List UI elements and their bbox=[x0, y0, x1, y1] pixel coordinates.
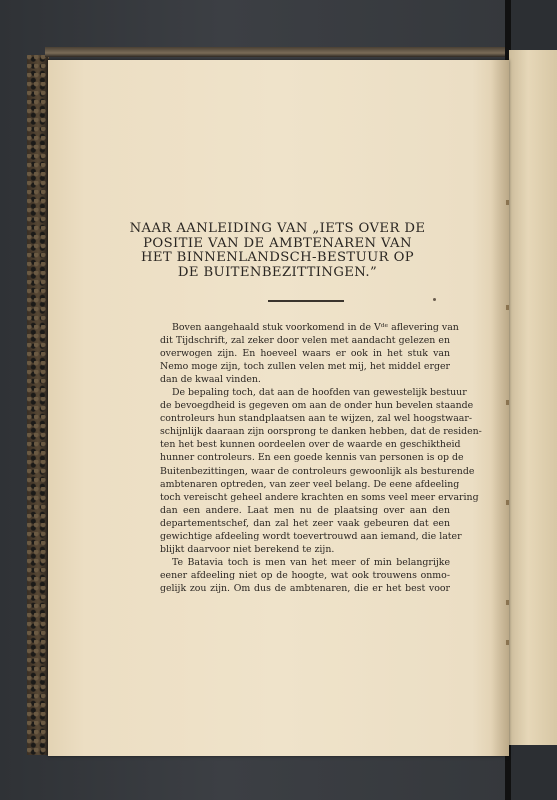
body-line: dan de kwaal vinden. bbox=[160, 374, 261, 386]
body-line: dan een andere. Laat men nu de plaatsing over aan den bbox=[160, 504, 450, 516]
gutter-shadow bbox=[491, 60, 509, 756]
body-line: ten het best kunnen oordeelen over de waarde en geschiktheid bbox=[160, 439, 461, 451]
body-line: De bepaling toch, dat aan de hoofden van gewestelijk bestuur bbox=[172, 387, 467, 399]
body-line: departementschef, dan zal het zeer vaak gebeuren dat een bbox=[160, 517, 450, 529]
body-line: toch vereischt geheel andere krachten en soms veel meer ervaring bbox=[160, 491, 479, 503]
body-line: Boven aangehaald stuk voorkomend in de Vᵈᵉ aflevering van bbox=[172, 322, 459, 333]
title-separator-rule bbox=[268, 300, 344, 302]
body-line: Te Batavia toch is men van het meer of min belangrijke bbox=[172, 556, 450, 568]
margin-mark bbox=[506, 640, 509, 645]
body-line: Buitenbezittingen, waar de controleurs gewoonlijk als besturende bbox=[160, 465, 475, 477]
body-line: gewichtige afdeeling wordt toevertrouwd aan iemand, die later bbox=[160, 530, 462, 542]
article-title bbox=[95, 222, 460, 280]
body-line: overwogen zijn. En hoeveel waars er ook in het stuk van bbox=[160, 348, 450, 360]
body-line: hunner controleurs. En een goede kennis van personen is op de bbox=[160, 452, 464, 464]
margin-mark bbox=[506, 305, 509, 310]
title-line: POSITIE VAN DE AMBTENAREN VAN bbox=[143, 235, 412, 251]
body-line: schijnlijk daaraan zijn oorsprong te danken hebben, dat de residen- bbox=[160, 426, 482, 438]
margin-mark bbox=[506, 400, 509, 405]
marbled-book-edge bbox=[27, 55, 49, 755]
body-line: ambtenaren optreden, van zeer veel belang. De eene afdeeling bbox=[160, 478, 460, 490]
title-line: HET BINNENLANDSCH-BESTUUR OP bbox=[140, 250, 415, 266]
title-line: DE BUITENBEZITTINGEN.” bbox=[177, 264, 378, 280]
body-line: blijkt daarvoor niet berekend te zijn. bbox=[160, 543, 335, 555]
margin-mark bbox=[506, 200, 509, 205]
body-line: eener afdeeling niet op de hoogte, wat ook trouwens onmo- bbox=[160, 569, 450, 581]
body-line: dit Tijdschrift, zal zeker door velen met aandacht gelezen en bbox=[160, 335, 450, 347]
facing-page-edge bbox=[509, 50, 557, 745]
margin-mark bbox=[506, 600, 509, 605]
ink-speck bbox=[433, 298, 436, 301]
title-line: NAAR AANLEIDING VAN „IETS OVER DE bbox=[129, 221, 426, 236]
body-line: de bevoegdheid is gegeven om aan de onder hun bevelen staande bbox=[160, 400, 474, 412]
book-top-edge bbox=[45, 47, 515, 57]
article-body bbox=[160, 321, 482, 595]
body-line: Nemo moge zijn, toch zullen velen met mij, het middel erger bbox=[160, 361, 450, 373]
body-line: gelijk zou zijn. Om dus de ambtenaren, die er het best voor bbox=[160, 582, 450, 594]
margin-mark bbox=[506, 500, 509, 505]
body-line: controleurs hun standplaatsen aan te wijzen, zal wel hoogstwaar- bbox=[160, 413, 473, 425]
